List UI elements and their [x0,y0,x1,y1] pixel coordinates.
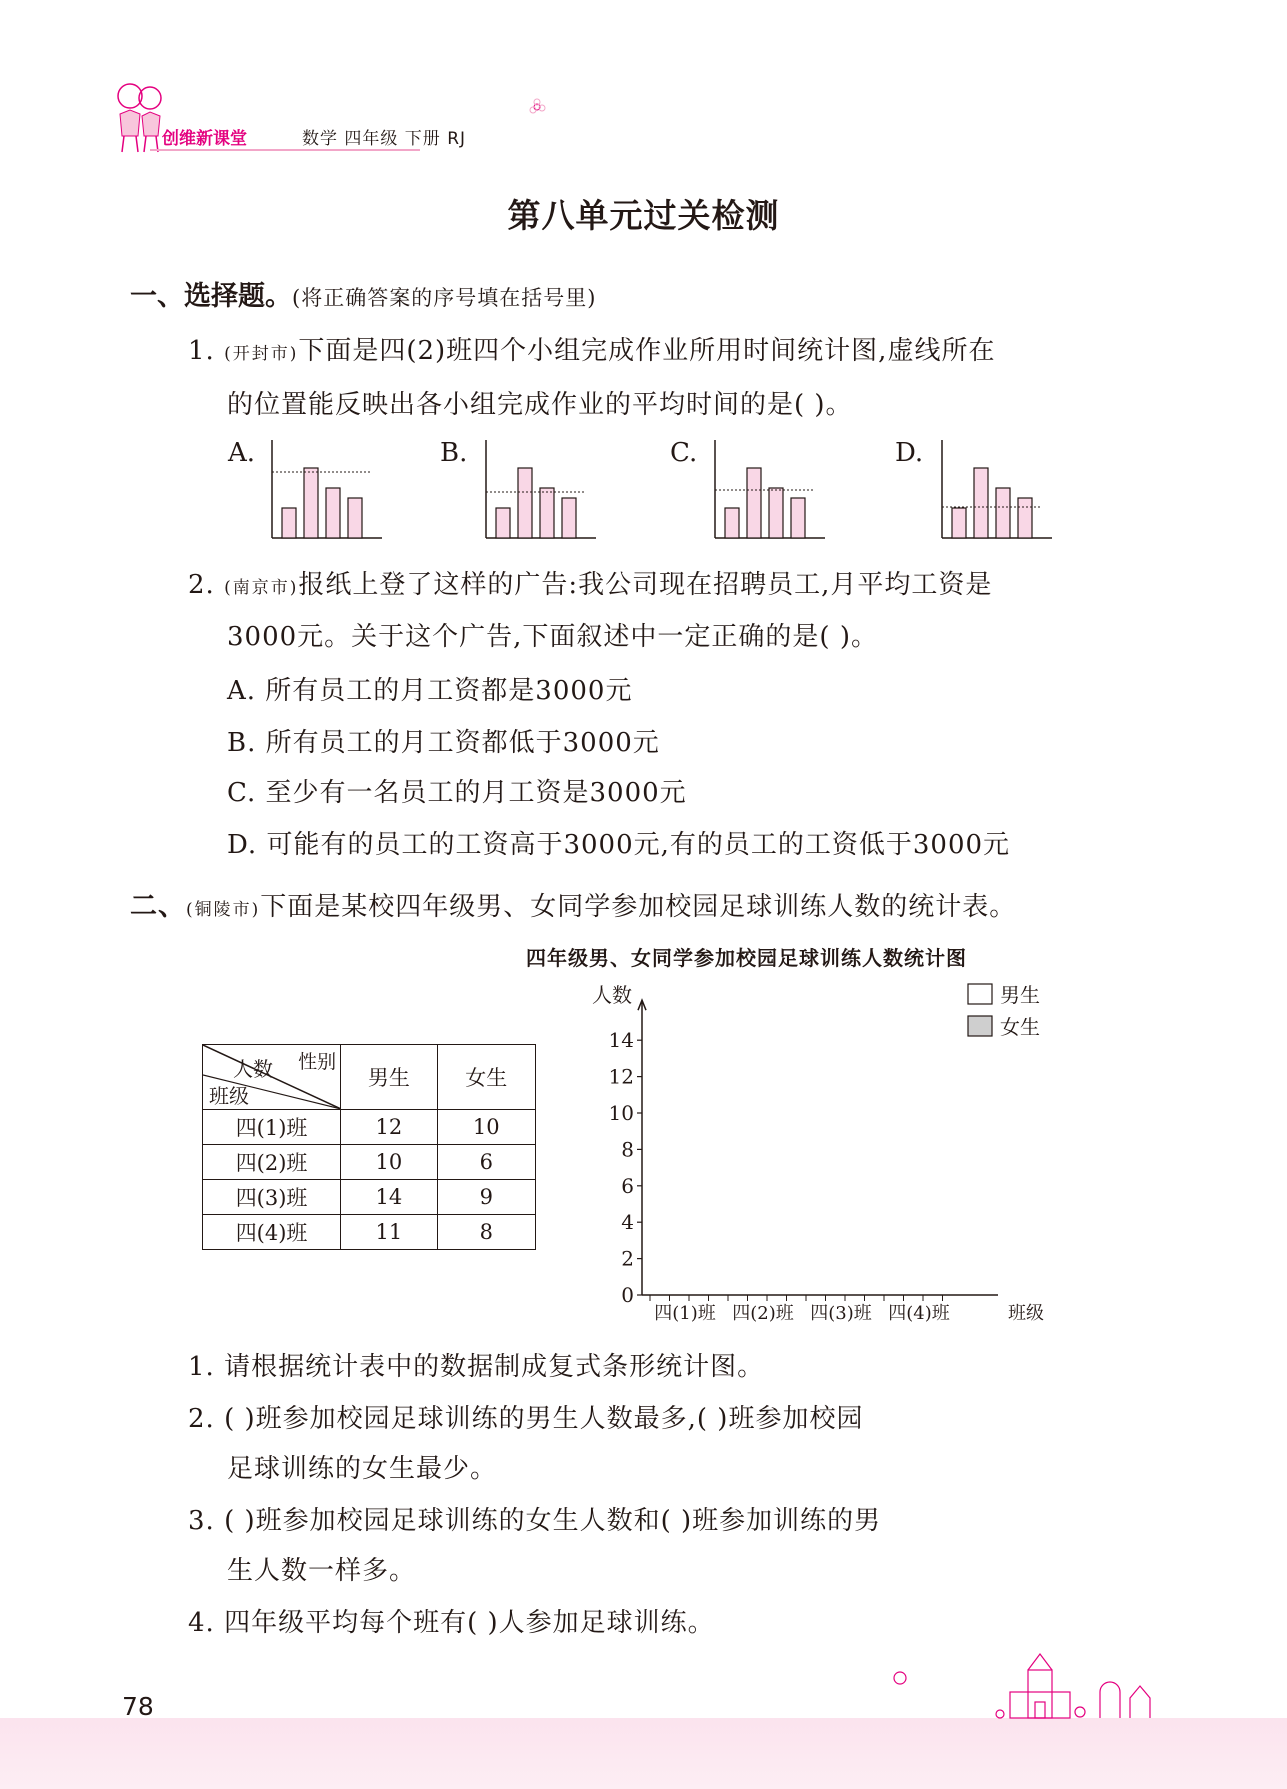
q2-line2: 3000元。关于这个广告,下面叙述中一定正确的是( )。 [227,622,878,652]
x-tick-label: 四(3)班 [810,1303,872,1322]
mini-bar [1018,498,1032,538]
mini-bar [952,508,966,538]
header-underline [150,149,420,151]
table-row [203,1180,536,1215]
s2-q4-number: 4. [188,1608,215,1638]
corner-top-label: 性别 [298,1051,337,1073]
mini-bar [326,488,340,538]
row-girls: 9 [437,1180,535,1215]
mini-bar [282,508,296,538]
q2-source: (南京市) [224,578,299,598]
q2-choice-d[interactable]: D. 可能有的员工的工资高于3000元,有的员工的工资低于3000元 [227,830,1011,860]
q2-text1: 报纸上登了这样的广告:我公司现在招聘员工,月平均工资是 [298,570,993,600]
s2-q4 [188,1602,715,1639]
s2-q2 [188,1398,863,1435]
header-girls-illustration [110,74,170,156]
row-girls: 6 [437,1145,535,1180]
y-axis-label: 人数 [592,983,632,1007]
mini-bar [769,488,783,538]
section2-intro: 下面是某校四年级男、女同学参加校园足球训练人数的统计表。 [260,892,1017,922]
q1-text1: 下面是四(2)班四个小组完成作业所用时间统计图,虚线所在 [298,336,996,366]
header-brand: 创维新课堂 [162,129,247,149]
row-boys: 12 [341,1110,437,1145]
s2-q1 [188,1346,764,1383]
q1-option-b-chart[interactable] [484,440,599,540]
q1-option-b-label: B. [440,438,468,468]
page-title: 第八单元过关检测 [507,196,780,235]
table-row [203,1145,536,1180]
q2-choice-c[interactable]: C. 至少有一名员工的月工资是3000元 [227,778,687,808]
y-tick-label: 6 [621,1173,634,1198]
table-row [203,1215,536,1250]
y-tick-label: 2 [621,1246,634,1271]
flower-icon [528,98,546,116]
castle-illustration [880,1648,1170,1720]
page-number: 78 [122,1692,154,1721]
x-axis-label: 班级 [1008,1303,1044,1322]
s2-q3-line2: 生人数一样多。 [227,1556,417,1586]
mini-bar [747,468,761,538]
legend-label: 男生 [1000,983,1040,1007]
row-class: 四(3)班 [203,1180,341,1215]
q1-option-c-chart[interactable] [713,440,828,540]
section2-title: 二、 [130,891,186,922]
q1-option-a-label: A. [228,438,256,468]
col-header-boys: 男生 [341,1045,437,1110]
mini-bar [996,488,1010,538]
mini-bar [518,468,532,538]
q2-choice-b[interactable]: B. 所有员工的月工资都低于3000元 [227,728,660,758]
q1-line1 [188,330,995,367]
mini-bar [562,498,576,538]
q1-source: (开封市) [224,344,299,364]
s2-q1-text: 请根据统计表中的数据制成复式条形统计图。 [224,1352,765,1382]
corner-mid-label: 人数 [233,1057,273,1081]
x-tick-label: 四(2)班 [732,1303,794,1322]
row-class: 四(1)班 [203,1110,341,1145]
legend-swatch [968,984,992,1004]
x-tick-label: 四(4)班 [888,1303,950,1322]
mini-bar [304,468,318,538]
y-tick-label: 12 [608,1064,634,1089]
x-tick-label: 四(1)班 [654,1303,716,1322]
y-tick-label: 8 [621,1137,634,1162]
row-boys: 10 [341,1145,437,1180]
section2-source: (铜陵市) [186,900,261,920]
mini-bar [791,498,805,538]
q1-option-a-chart[interactable] [270,440,385,540]
legend-label: 女生 [1000,1015,1040,1039]
s2-q4-text[interactable]: 四年级平均每个班有( )人参加足球训练。 [224,1608,715,1638]
y-tick-label: 4 [621,1210,634,1235]
legend-swatch [968,1016,992,1036]
q1-option-c-label: C. [670,438,698,468]
y-tick-label: 0 [621,1283,634,1307]
header-subject-info: 数学 四年级 下册 RJ [302,129,467,149]
stats-table [202,1044,536,1250]
q2-number: 2. [188,570,215,600]
q1-number: 1. [188,336,215,366]
q1-line2: 的位置能反映出各小组完成作业的平均时间的是( )。 [227,390,853,420]
mini-bar [540,488,554,538]
row-boys: 14 [341,1180,437,1215]
s2-q3-text1[interactable]: ( )班参加校园足球训练的女生人数和( )班参加训练的男 [224,1506,882,1536]
s2-q3 [188,1500,881,1537]
bar-chart[interactable] [590,972,1050,1322]
s2-q3-number: 3. [188,1506,215,1536]
s2-q2-line2: 足球训练的女生最少。 [227,1454,498,1484]
row-girls: 10 [437,1110,535,1145]
y-tick-label: 10 [608,1101,634,1125]
row-boys: 11 [341,1215,437,1250]
section2-heading [130,884,1016,923]
section1-note: (将正确答案的序号填在括号里) [292,286,597,310]
row-class: 四(2)班 [203,1145,341,1180]
s2-q2-text1[interactable]: ( )班参加校园足球训练的男生人数最多,( )班参加校园 [224,1404,864,1434]
section1-heading [130,274,596,313]
row-girls: 8 [437,1215,535,1250]
y-tick-label: 14 [608,1028,634,1053]
q2-choice-a[interactable]: A. 所有员工的月工资都是3000元 [227,676,633,706]
table-corner-cell [203,1045,341,1110]
mini-bar [725,508,739,538]
footer-band [0,1718,1287,1789]
mini-bar [348,498,362,538]
col-header-girls: 女生 [437,1045,535,1110]
s2-q1-number: 1. [188,1352,215,1382]
q1-option-d-chart[interactable] [940,440,1055,540]
q2-line1 [188,564,992,601]
table-row [203,1110,536,1145]
q1-option-d-label: D. [895,438,924,468]
corner-bottom-label: 班级 [209,1084,249,1108]
chart-title: 四年级男、女同学参加校园足球训练人数统计图 [526,946,967,970]
s2-q2-number: 2. [188,1404,215,1434]
row-class: 四(4)班 [203,1215,341,1250]
section1-title: 一、选择题。 [130,281,292,312]
mini-bar [496,508,510,538]
mini-bar [974,468,988,538]
